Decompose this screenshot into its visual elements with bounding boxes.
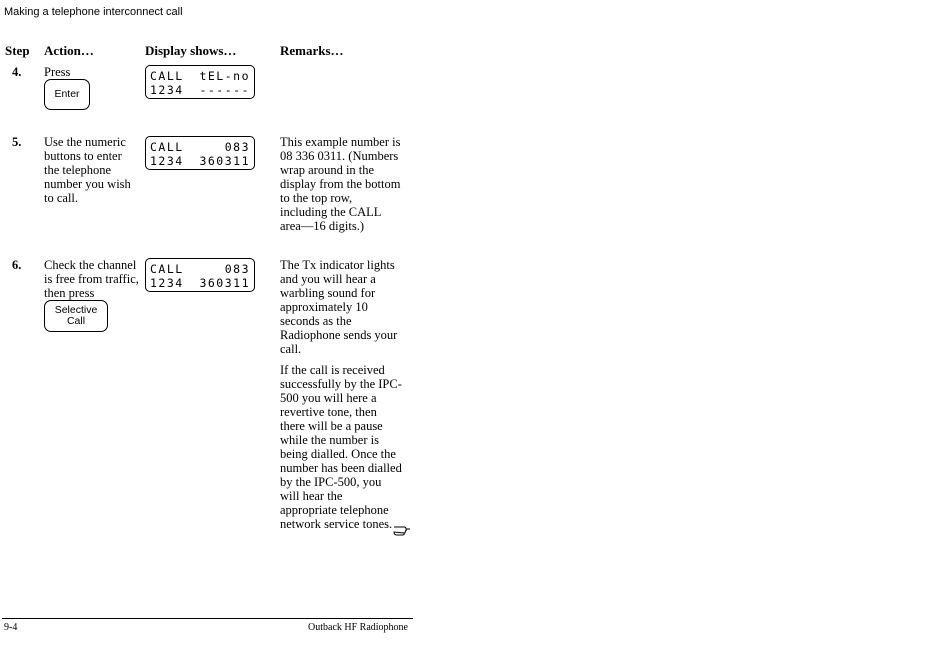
step-action-text: Check the channel is free from traffic, then press xyxy=(44,258,139,300)
page-number: 9-4 xyxy=(4,622,18,633)
page-header-title: Making a telephone interconnect call xyxy=(4,6,183,18)
lcd-row1-left: CALL xyxy=(150,262,184,276)
lcd-row2-right: 360311 xyxy=(199,276,250,290)
step-action-text: Use the numeric buttons to enter the telephone number you wish to call. xyxy=(44,135,131,205)
step-remarks xyxy=(280,135,402,240)
key-label-line1: Selective xyxy=(54,304,98,316)
key-label-line2: Call xyxy=(66,315,86,327)
step-remarks xyxy=(280,258,402,538)
lcd-row2-left: 1234 xyxy=(150,154,184,168)
column-header-step: Step xyxy=(5,43,30,58)
lcd-display xyxy=(145,136,255,170)
enter-key-button[interactable] xyxy=(44,79,90,110)
lcd-row1-left: CALL xyxy=(150,69,184,83)
footer-divider xyxy=(2,618,413,619)
key-label: Enter xyxy=(54,88,80,100)
pointing-hand-icon xyxy=(393,524,411,540)
lcd-row1-right: 083 xyxy=(224,262,250,276)
lcd-row1-right: tEL-no xyxy=(199,69,250,83)
remark-paragraph: If the call is received successfully by the IPC-500 you will here a revertive tone, then there will be a pause while the number is being dialled. Once the number has been dialled by the IPC-500, you will hear the appropriate telephone network service tones. xyxy=(280,363,402,531)
lcd-display xyxy=(145,65,255,99)
selective-call-key-button[interactable] xyxy=(44,300,108,332)
lcd-row2-right: ------ xyxy=(199,83,250,97)
lcd-row1-left: CALL xyxy=(150,140,184,154)
remark-paragraph: The Tx indicator lights and you will hear a warbling sound for approximately 10 seconds as the Radiophone sends your call. xyxy=(280,258,398,356)
step-number: 5. xyxy=(12,135,22,149)
lcd-row1-right: 083 xyxy=(224,140,250,154)
lcd-row2-left: 1234 xyxy=(150,276,184,290)
remark-paragraph: This example number is 08 336 0311. (Numbers wrap around in the display from the bottom to the top row, including the CALL area—16 digits.) xyxy=(280,135,401,233)
lcd-row2-right: 360311 xyxy=(199,154,250,168)
column-header-action: Action… xyxy=(44,43,94,58)
step-number: 6. xyxy=(12,258,22,272)
column-header-remarks: Remarks… xyxy=(280,43,344,58)
step-number: 4. xyxy=(12,65,22,79)
footer-product-name: Outback HF Radiophone xyxy=(308,622,408,633)
lcd-display xyxy=(145,258,255,292)
column-header-display: Display shows… xyxy=(145,43,237,58)
step-action-text: Press xyxy=(44,65,71,79)
lcd-row2-left: 1234 xyxy=(150,83,184,97)
